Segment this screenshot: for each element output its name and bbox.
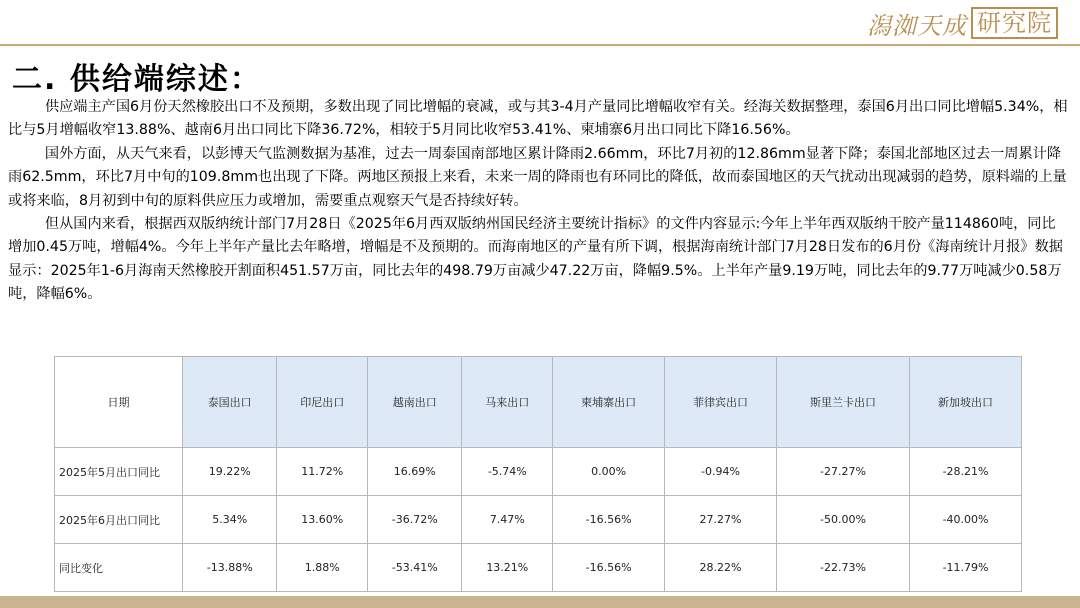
table-cell: -36.72% xyxy=(368,496,462,544)
paragraph: 但从国内来看，根据西双版纳统计部门7月28日《2025年6月西双版纳州国民经济主要统计指标》的文件内容显示:今年上半年西双版纳干胶产量114860吨，同比增加0.45万吨，增幅4%。今年上半年产量比去年略增，增幅是不及预期的。而海南地区的产量有所下调，根据海南统计部门7月28日发布的6月份《海南统计月报》数据显示：2025年1-6月海南天然橡胶开割面积451.57万亩，同比去年的498.79万亩减少47.22万亩，降幅9.5%。上半年产量9.19万吨，同比去年的9.77万吨减少0.58万吨，降幅6%。 xyxy=(8,216,1063,303)
table-cell: 19.22% xyxy=(183,448,277,496)
footer-bar xyxy=(0,596,1080,608)
table-row xyxy=(55,544,1022,592)
brand-logo xyxy=(867,6,1058,40)
table-cell: -27.27% xyxy=(776,448,909,496)
table-cell: 0.00% xyxy=(553,448,665,496)
paragraph: 国外方面，从天气来看，以彭博天气监测数据为基准，过去一周泰国南部地区累计降雨2.66mm，环比7月初的12.86mm显著下降；泰国北部地区过去一周累计降雨62.5mm，环比7月中旬的109.8mm也出现了下降。两地区预报上来看，未来一周的降雨也有环同比的降低，故而泰国地区的天气扰动出现减弱的趋势，原料端的上量或将来临，8月初到中旬的原料供应压力或增加，需要重点观察天气是否持续好转。 xyxy=(8,145,1067,209)
header-cell: 新加坡出口 xyxy=(910,357,1022,448)
table-cell: -16.56% xyxy=(553,496,665,544)
table-cell: -53.41% xyxy=(368,544,462,592)
table-cell: -5.74% xyxy=(462,448,553,496)
table-cell: -13.88% xyxy=(183,544,277,592)
export-table xyxy=(54,356,1022,592)
table-cell: 13.60% xyxy=(277,496,368,544)
table-cell: 13.21% xyxy=(462,544,553,592)
header-cell: 菲律宾出口 xyxy=(665,357,777,448)
header-cell: 马来出口 xyxy=(462,357,553,448)
table-header-row xyxy=(55,357,1022,448)
table-cell: 16.69% xyxy=(368,448,462,496)
header-cell-date: 日期 xyxy=(55,357,183,448)
slide-title: 二. 供给端综述： xyxy=(12,62,262,97)
table-cell: -50.00% xyxy=(776,496,909,544)
table-cell: -22.73% xyxy=(776,544,909,592)
table-cell: 7.47% xyxy=(462,496,553,544)
table-row xyxy=(55,448,1022,496)
table-cell: 27.27% xyxy=(665,496,777,544)
table-cell: -11.79% xyxy=(910,544,1022,592)
logo-box-text: 研究院 xyxy=(971,7,1058,39)
header-cell: 越南出口 xyxy=(368,357,462,448)
table-cell: 28.22% xyxy=(665,544,777,592)
header-divider xyxy=(0,44,1080,46)
header-cell: 柬埔寨出口 xyxy=(553,357,665,448)
row-label: 2025年6月出口同比 xyxy=(55,496,183,544)
header-cell: 泰国出口 xyxy=(183,357,277,448)
header-cell: 斯里兰卡出口 xyxy=(776,357,909,448)
logo-text: 潟洳天成 xyxy=(867,11,967,40)
table-cell: 1.88% xyxy=(277,544,368,592)
paragraph: 供应端主产国6月份天然橡胶出口不及预期，多数出现了同比增幅的衰减，或与其3-4月产量同比增幅收窄有关。经海关数据整理，泰国6月出口同比增幅5.34%，相比与5月增幅收窄13.88%、越南6月出口同比下降36.72%，相较于5月同比收窄53.41%、柬埔寨6月出口同比下降16.56%。 xyxy=(8,99,1068,139)
row-label: 2025年5月出口同比 xyxy=(55,448,183,496)
table-cell: -0.94% xyxy=(665,448,777,496)
row-label: 同比变化 xyxy=(55,544,183,592)
header-cell: 印尼出口 xyxy=(277,357,368,448)
table-cell: 11.72% xyxy=(277,448,368,496)
table-row xyxy=(55,496,1022,544)
table-cell: -40.00% xyxy=(910,496,1022,544)
table-cell: -16.56% xyxy=(553,544,665,592)
table-cell: -28.21% xyxy=(910,448,1022,496)
table-cell: 5.34% xyxy=(183,496,277,544)
body-text xyxy=(8,96,1068,307)
